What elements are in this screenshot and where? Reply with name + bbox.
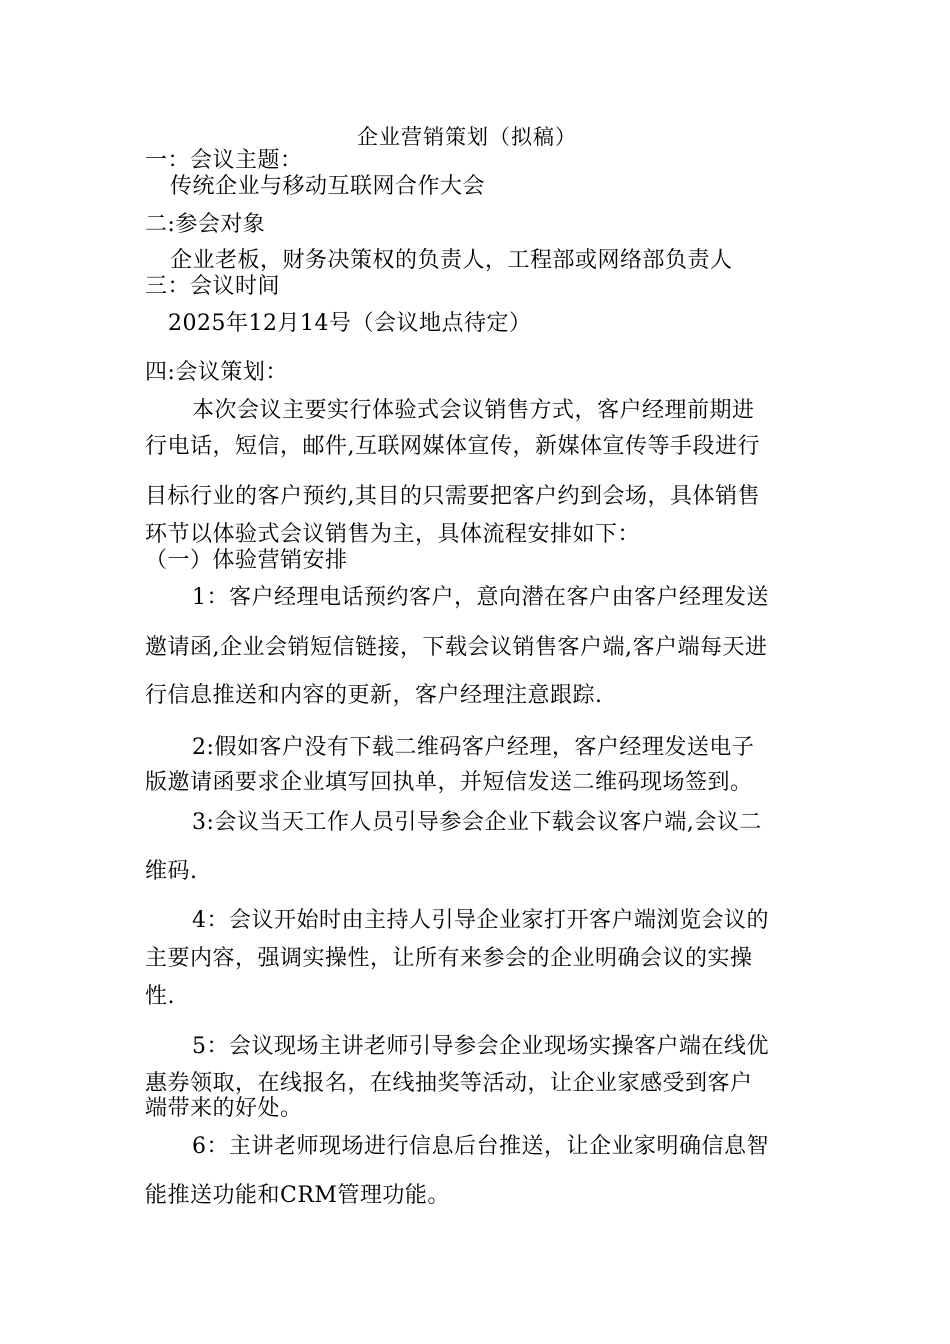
participants-content: 企业老板，财务决策权的负责人，工程部或网络部负责人 (170, 248, 733, 273)
planning-intro-line: 本次会议主要实行体验式会议销售方式，客户经理前期进 (192, 398, 755, 423)
step-line: 能推送功能和CRM管理功能。 (145, 1183, 450, 1208)
step-line: 行信息推送和内容的更新，客户经理注意跟踪. (145, 683, 603, 708)
planning-intro-line: 行电话，短信，邮件,互联网媒体宣传，新媒体宣传等手段进行 (145, 434, 760, 459)
sub-heading-experience-marketing: （一）体验营销安排 (145, 548, 348, 573)
step-line: 邀请函,企业会销短信链接，下载会议销售客户端,客户端每天进 (145, 635, 768, 660)
step-line: 5：会议现场主讲老师引导参会企业现场实操客户端在线优 (192, 1034, 769, 1059)
topic-content: 传统企业与移动互联网合作大会 (170, 174, 486, 199)
section-heading-topic: 一：会议主题： (145, 148, 303, 173)
time-content: 2025年12月14号（会议地点待定） (168, 311, 532, 336)
step-line: 端带来的好处。 (145, 1096, 303, 1121)
section-heading-planning: 四:会议策划： (145, 360, 288, 385)
step-line: 主要内容，强调实操性，让所有来参会的企业明确会议的实操 (145, 946, 753, 971)
section-heading-time: 三：会议时间 (145, 274, 281, 299)
step-line: 6：主讲老师现场进行信息后台推送，让企业家明确信息智 (192, 1134, 769, 1159)
step-line: 3:会议当天工作人员引导参会企业下载会议客户端,会议二 (192, 810, 762, 835)
section-heading-participants: 二:参会对象 (145, 212, 266, 237)
step-line: 2:假如客户没有下载二维码客户经理，客户经理发送电子 (192, 735, 755, 760)
step-line: 版邀请函要求企业填写回执单，并短信发送二维码现场签到。 (145, 770, 753, 795)
step-line: 惠券领取，在线报名，在线抽奖等活动，让企业家感受到客户 (145, 1071, 753, 1096)
step-line: 维码. (145, 859, 198, 884)
step-line: 4：会议开始时由主持人引导企业家打开客户端浏览会议的 (192, 908, 769, 933)
planning-intro-line: 环节以体验式会议销售为主，具体流程安排如下： (145, 522, 641, 547)
step-line: 1：客户经理电话预约客户，意向潜在客户由客户经理发送 (192, 585, 769, 610)
document-title: 企业营销策划（拟稿） (357, 125, 577, 149)
planning-intro-line: 目标行业的客户预约,其目的只需要把客户约到会场，具体销售 (145, 484, 760, 509)
step-line: 性. (145, 984, 175, 1009)
